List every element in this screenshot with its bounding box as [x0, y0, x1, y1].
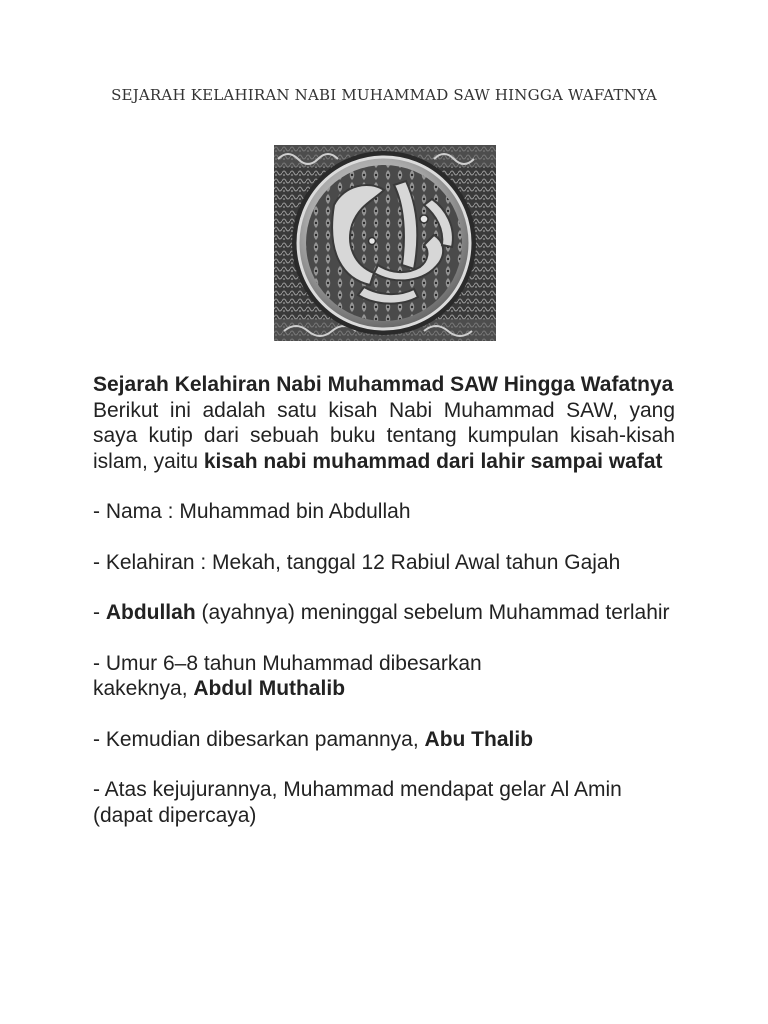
list-item-name: - Nama : Muhammad bin Abdullah	[93, 500, 411, 523]
list-item-bold: Abu Thalib	[424, 727, 534, 751]
article-body	[93, 372, 675, 828]
intro-bold-text: kisah nabi muhammad dari lahir sampai wafat	[203, 449, 663, 473]
list-item-text-2: kakeknya,	[93, 677, 194, 700]
list-item-text: - Kemudian dibesarkan pamannya,	[93, 727, 425, 751]
list-item-birth: - Kelahiran : Mekah, tanggal 12 Rabiul Awal tahun Gajah	[93, 550, 621, 574]
list-item-suffix: (ayahnya) meninggal sebelum Muhammad terlahir	[195, 601, 670, 624]
list-item-prefix: -	[93, 601, 106, 624]
intro-paragraph	[93, 398, 675, 475]
article-heading: Sejarah Kelahiran Nabi Muhammad SAW Hingga Wafatnya	[93, 373, 674, 396]
list-item-uncle	[93, 727, 675, 753]
list-item-bold: Abdullah	[105, 601, 196, 624]
list-item-bold: Abdul Muthalib	[193, 677, 346, 700]
calligraphy-image	[274, 145, 496, 341]
list-item-text: - Umur 6–8 tahun Muhammad dibesarkan	[93, 651, 482, 675]
intro-text: Berikut ini adalah satu kisah Nabi Muhammad SAW, yang saya kutip dari sebuah buku tentang kumpulan kisah-kisah islam, yaitu	[93, 398, 675, 473]
list-item-title: - Atas kejujurannya, Muhammad mendapat gelar Al Amin (dapat dipercaya)	[93, 778, 622, 827]
list-item-grandfather	[93, 651, 675, 702]
list-item-father	[93, 600, 675, 626]
document-header: SEJARAH KELAHIRAN NABI MUHAMMAD SAW HINGGA WAFATNYA	[111, 86, 657, 104]
calligraphy-medallion-icon	[274, 145, 496, 341]
